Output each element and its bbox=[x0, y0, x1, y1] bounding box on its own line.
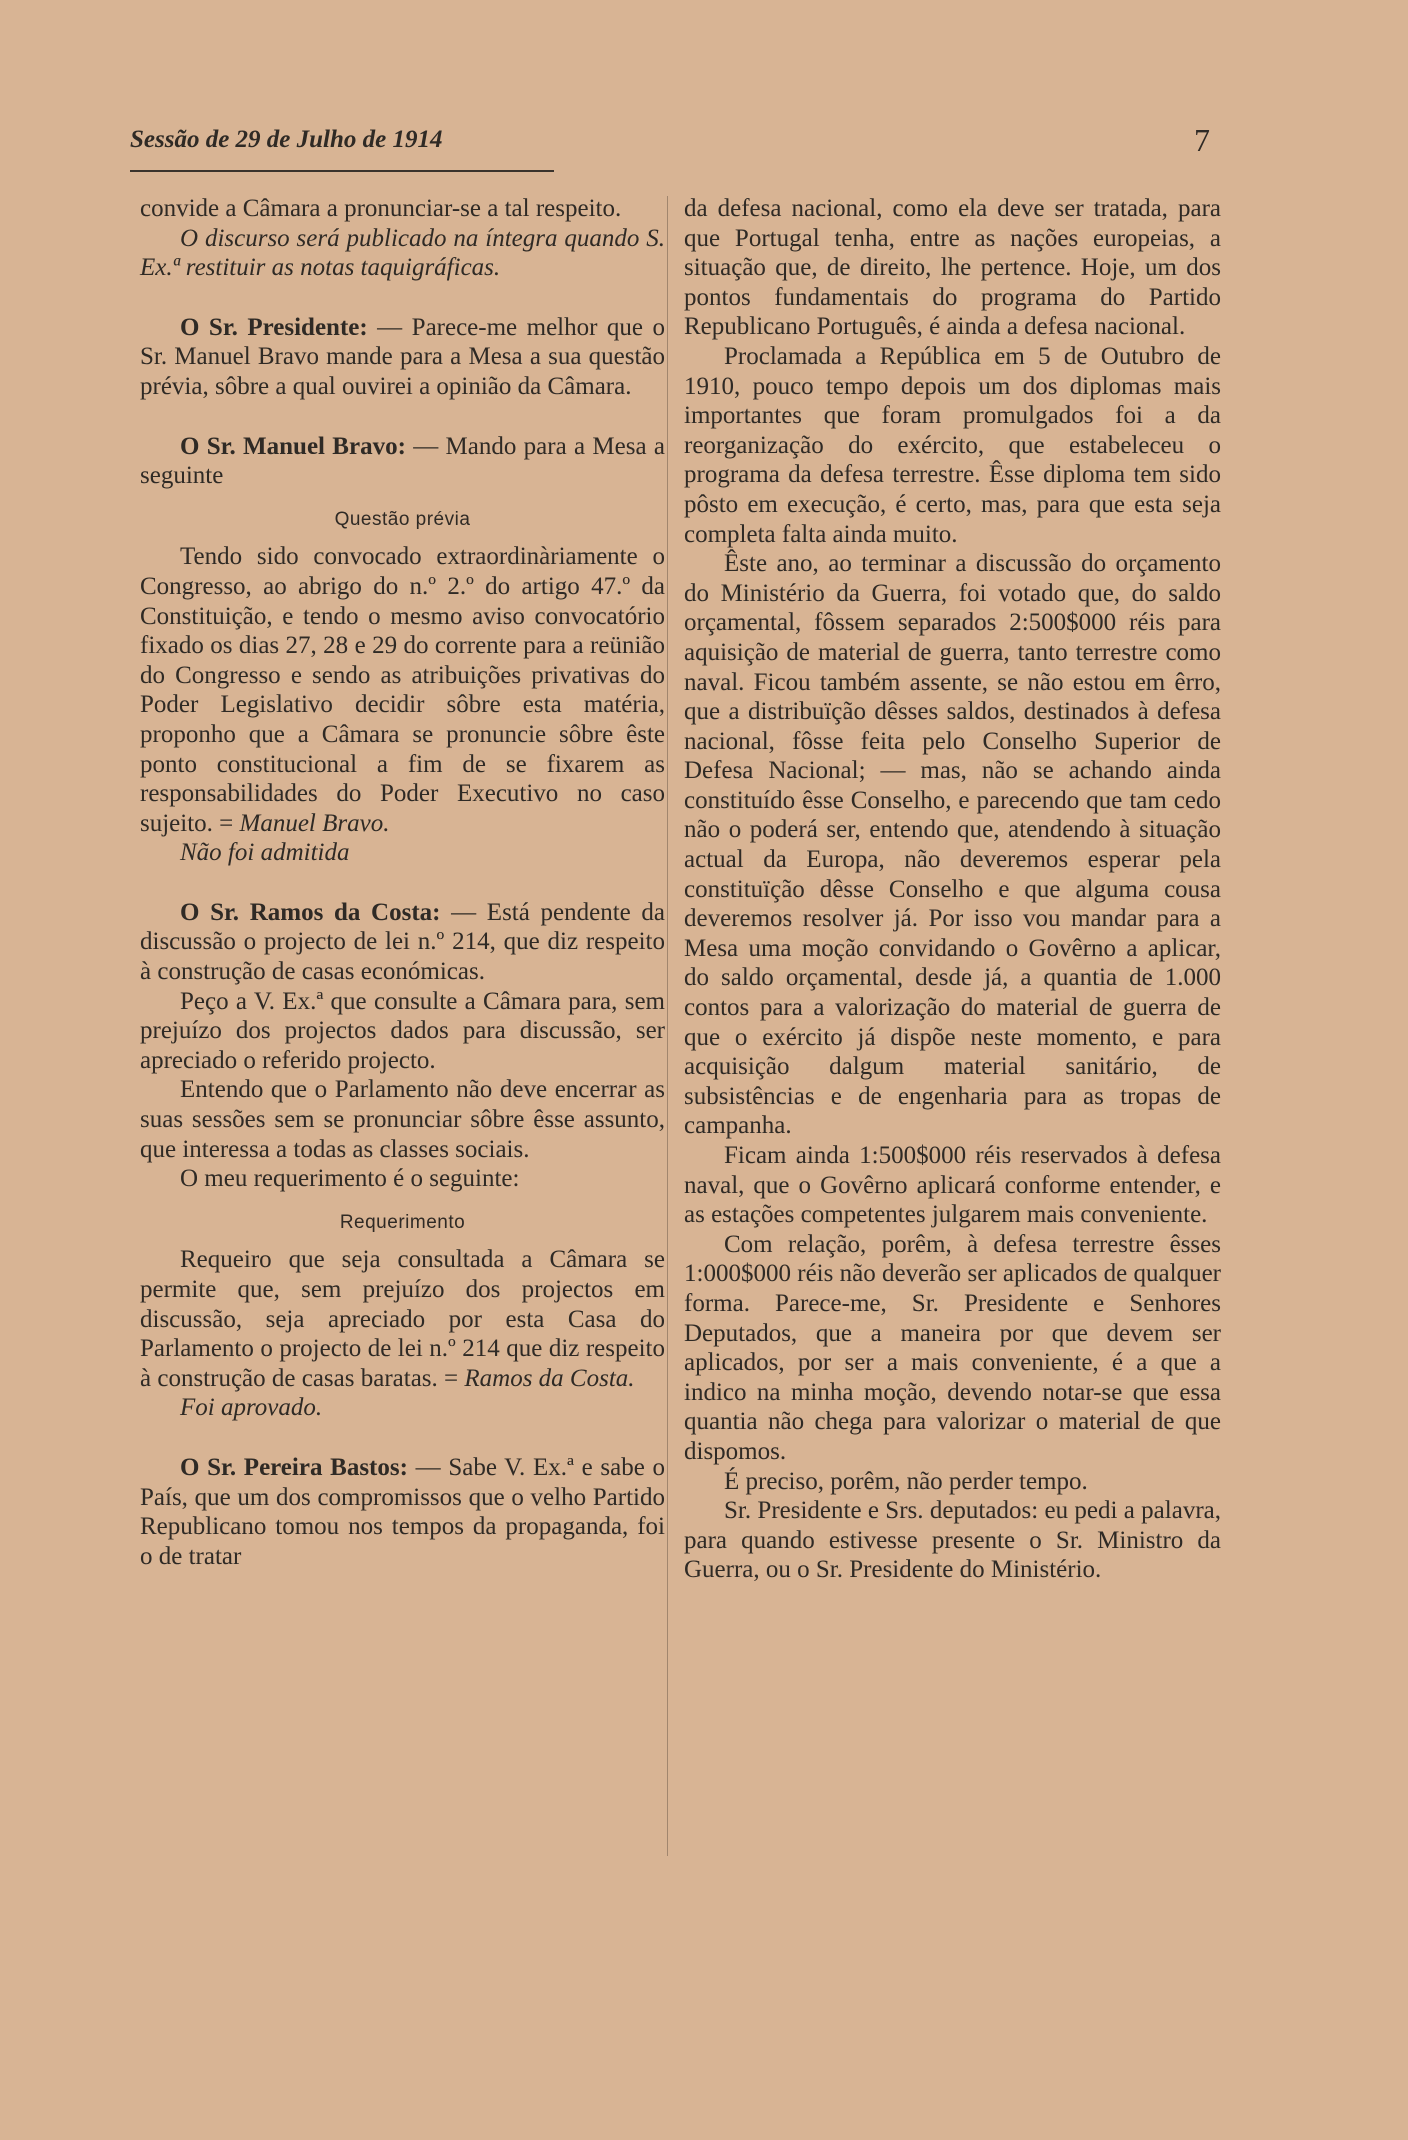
paragraph: Êste ano, ao terminar a discussão do orçamento do Ministério da Guerra, foi votado que, do saldo orçamental, fôssem separados 2:500$000 réis para aquisição de material de guerra, tanto terrestre como naval. Ficou também assente, se não estou em êrro, que a distribuïção dêsses saldos, destinados à defesa nacional, fôsse feita pelo Conselho Superior de Defesa Nacional; — mas, não se achando ainda constituído êsse Conselho, e parecendo que tam cedo não o poderá ser, entendo que, atendendo à situação actual da Europa, não deveremos esperar pela constituïção dêsse Conselho e que alguma cousa deveremos resolver já. Por isso vou mandar para a Mesa uma moção convidando o Govêrno a aplicar, do saldo orçamental, desde já, a quantia de 1.000 contos para a valorização do material de guerra de que o exército já dispõe neste momento, e para acquisição dalgum material sanitário, de subsistências e de engenharia para as tropas de campanha. bbox=[684, 550, 1221, 1140]
right-column bbox=[684, 194, 1221, 1585]
paragraph: Com relação, porêm, à defesa terrestre êsses 1:000$000 réis não deverão ser aplicados de qualquer forma. Parece-me, Sr. Presidente e Senhores Deputados, que a maneira por que devem ser aplicados, por ser a mais conveniente, é a que a indico na minha moção, devendo notar-se que essa quantia não chega para valorizar o material de que dispomos. bbox=[684, 1230, 1221, 1465]
editorial-note: O discurso será publicado na íntegra quando S. Ex.ª restituir as notas taquigráficas. bbox=[140, 224, 665, 282]
paragraph: convide a Câmara a pronunciar-se a tal respeito. bbox=[140, 195, 622, 222]
speech-paragraph bbox=[140, 313, 665, 402]
decision-note: Foi aprovado. bbox=[180, 1394, 323, 1422]
request-body: Requeiro que seja consultada a Câmara se permite que, sem prejuízo dos projectos em discussão, seja apreciado por esta Casa do Parlamento o projecto de lei n.º 214 que diz respeito à construção de casas baratas. = bbox=[140, 1246, 665, 1392]
left-column bbox=[140, 194, 665, 1571]
header-rule bbox=[130, 170, 554, 172]
signature: Manuel Bravo. bbox=[239, 809, 390, 837]
paragraph: Ficam ainda 1:500$000 réis reservados à defesa naval, que o Govêrno aplicará conforme entender, e as estações competentes julgarem mais conveniente. bbox=[684, 1142, 1221, 1229]
section-heading: Questão prévia bbox=[334, 508, 471, 530]
speech-paragraph bbox=[140, 1453, 665, 1571]
speaker-name: O Sr. Ramos da Costa: bbox=[180, 898, 441, 926]
signature: Ramos da Costa. bbox=[464, 1364, 635, 1392]
speaker-name: O Sr. Presidente: bbox=[180, 313, 368, 341]
speech-text: — Parece-me melhor que o Sr. Manuel Bravo mande para a Mesa a sua questão prévia, sôbre a qual ouvirei a opinião da Câmara. bbox=[140, 313, 665, 400]
column-divider bbox=[667, 196, 668, 1856]
decision-note: Não foi admitida bbox=[180, 839, 350, 867]
paragraph: Sr. Presidente e Srs. deputados: eu pedi a palavra, para quando estivesse presente o Sr. Ministro da Guerra, ou o Sr. Presidente do Ministério. bbox=[684, 1497, 1221, 1584]
speech-text: — Sabe V. Ex.ª e sabe o País, que um dos compromissos que o velho Partido Republicano tomou nos tempos da propaganda, foi o de tratar bbox=[140, 1453, 665, 1570]
paragraph: É preciso, porêm, não perder tempo. bbox=[724, 1467, 1088, 1495]
speech-paragraph bbox=[140, 898, 665, 987]
paragraph: O meu requerimento é o seguinte: bbox=[180, 1165, 520, 1193]
motion-body: Tendo sido convocado extraordinàriamente o Congresso, ao abrigo do n.º 2.º do artigo 47.º da Constituição, e tendo o mesmo aviso convocatório fixado os dias 27, 28 e 29 do corrente para a reünião do Congresso e sendo as atribuições privativas do Poder Legislativo decidir sôbre esta matéria, proponho que a Câmara se pronuncie sôbre êste ponto constitucional a fim de se fixarem as responsabilidades do Poder Executivo no caso sujeito. = bbox=[140, 543, 665, 837]
speech-paragraph bbox=[140, 432, 665, 491]
speech-text: — Está pendente da discussão o projecto de lei n.º 214, que diz respeito à construção de casas económicas. bbox=[140, 898, 665, 986]
running-header bbox=[130, 122, 1210, 166]
paragraph: da defesa nacional, como ela deve ser tratada, para que Portugal tenha, entre as nações europeias, a situação que, de direito, lhe pertence. Hoje, um dos pontos fundamentais do programa do Partido Republicano Português, é ainda a defesa nacional. bbox=[684, 195, 1221, 341]
speech-text: — Mando para a Mesa a seguinte bbox=[140, 432, 665, 490]
paragraph: Peço a V. Ex.ª que consulte a Câmara para, sem prejuízo dos projectos dados para discussão, ser apreciado o referido projecto. bbox=[140, 987, 665, 1074]
page-number: 7 bbox=[1194, 122, 1210, 158]
speaker-name: O Sr. Manuel Bravo: bbox=[180, 432, 406, 460]
speaker-name: O Sr. Pereira Bastos: bbox=[180, 1453, 408, 1481]
paragraph: Proclamada a República em 5 de Outubro de 1910, pouco tempo depois um dos diplomas mais importantes que foram promulgados foi a da reorganização do exército, que estabeleceu o programa da defesa terrestre. Êsse diploma tem sido pôsto em execução, é certo, mas, para que esta seja completa falta ainda muito. bbox=[684, 342, 1221, 548]
paragraph: Entendo que o Parlamento não deve encerrar as suas sessões sem se pronunciar sôbre êsse assunto, que interessa a todas as classes sociais. bbox=[140, 1076, 665, 1163]
section-heading: Requerimento bbox=[339, 1211, 466, 1233]
running-title: Sessão de 29 de Julho de 1914 bbox=[130, 126, 443, 153]
request-text bbox=[140, 1245, 665, 1393]
motion-text bbox=[140, 542, 665, 838]
